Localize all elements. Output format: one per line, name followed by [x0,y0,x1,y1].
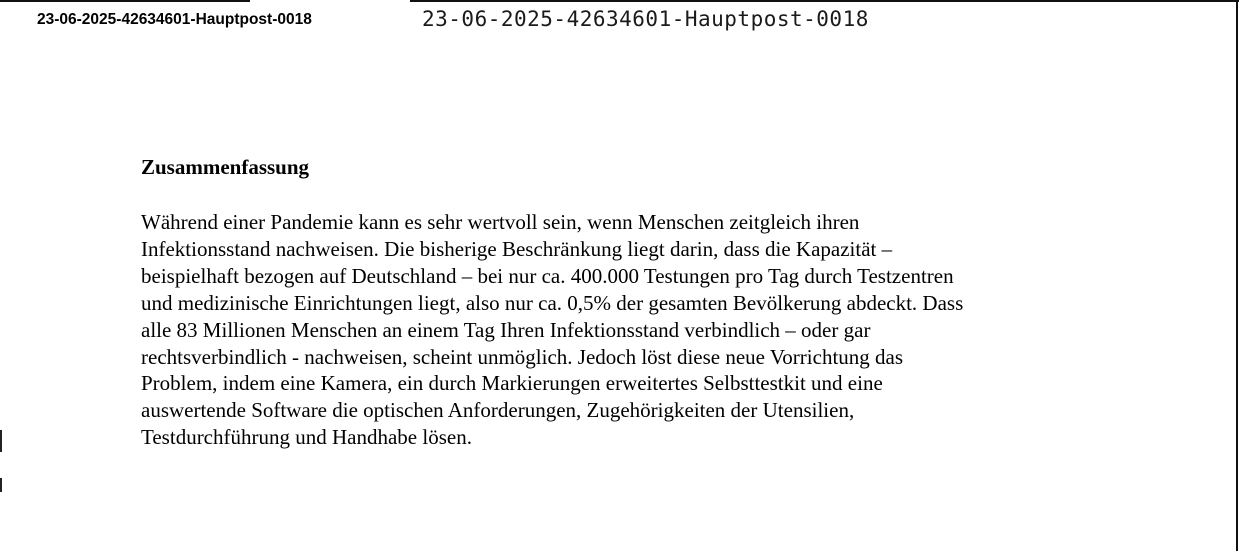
paragraph-line: auswertende Software die optischen Anforderungen, Zugehörigkeiten der Utensilien, [141,398,855,423]
paragraph-line: Während einer Pandemie kann es sehr wertvoll sein, wenn Menschen zeitgleich ihren [141,210,860,234]
document-id-stamp: 23-06-2025-42634601-Hauptpost-0018 [422,7,869,31]
paragraph-line: Infektionsstand nachweisen. Die bisherige Beschränkung liegt darin, dass die Kapazität – [141,236,893,261]
paragraph-line: Testdurchführung und Handhabe lösen. [141,425,472,450]
top-border-gap [250,0,410,2]
right-border-line [1236,0,1238,551]
top-border-line [0,0,1239,2]
section-title: Zusammenfassung [141,155,310,179]
paragraph-line: rechtsverbindlich - nachweisen, scheint unmöglich. Jedoch löst diese neue Vorrichtung das [141,344,904,369]
left-scan-mark [0,430,2,452]
paragraph-line: Problem, indem eine Kamera, ein durch Markierungen erweitertes Selbsttestkit und eine [141,371,883,396]
abstract-paragraph [141,209,1101,451]
paragraph-line: alle 83 Millionen Menschen an einem Tag Ihren Infektionsstand verbindlich – oder gar [141,317,871,342]
paragraph-line: und medizinische Einrichtungen liegt, also nur ca. 0,5% der gesamten Bevölkerung abdeckt. Dass [141,290,964,315]
document-id-label: 23-06-2025-42634601-Hauptpost-0018 [37,11,312,28]
paragraph-line: beispielhaft bezogen auf Deutschland – bei nur ca. 400.000 Testungen pro Tag durch Testzentren [141,263,954,288]
left-scan-mark [0,478,2,492]
